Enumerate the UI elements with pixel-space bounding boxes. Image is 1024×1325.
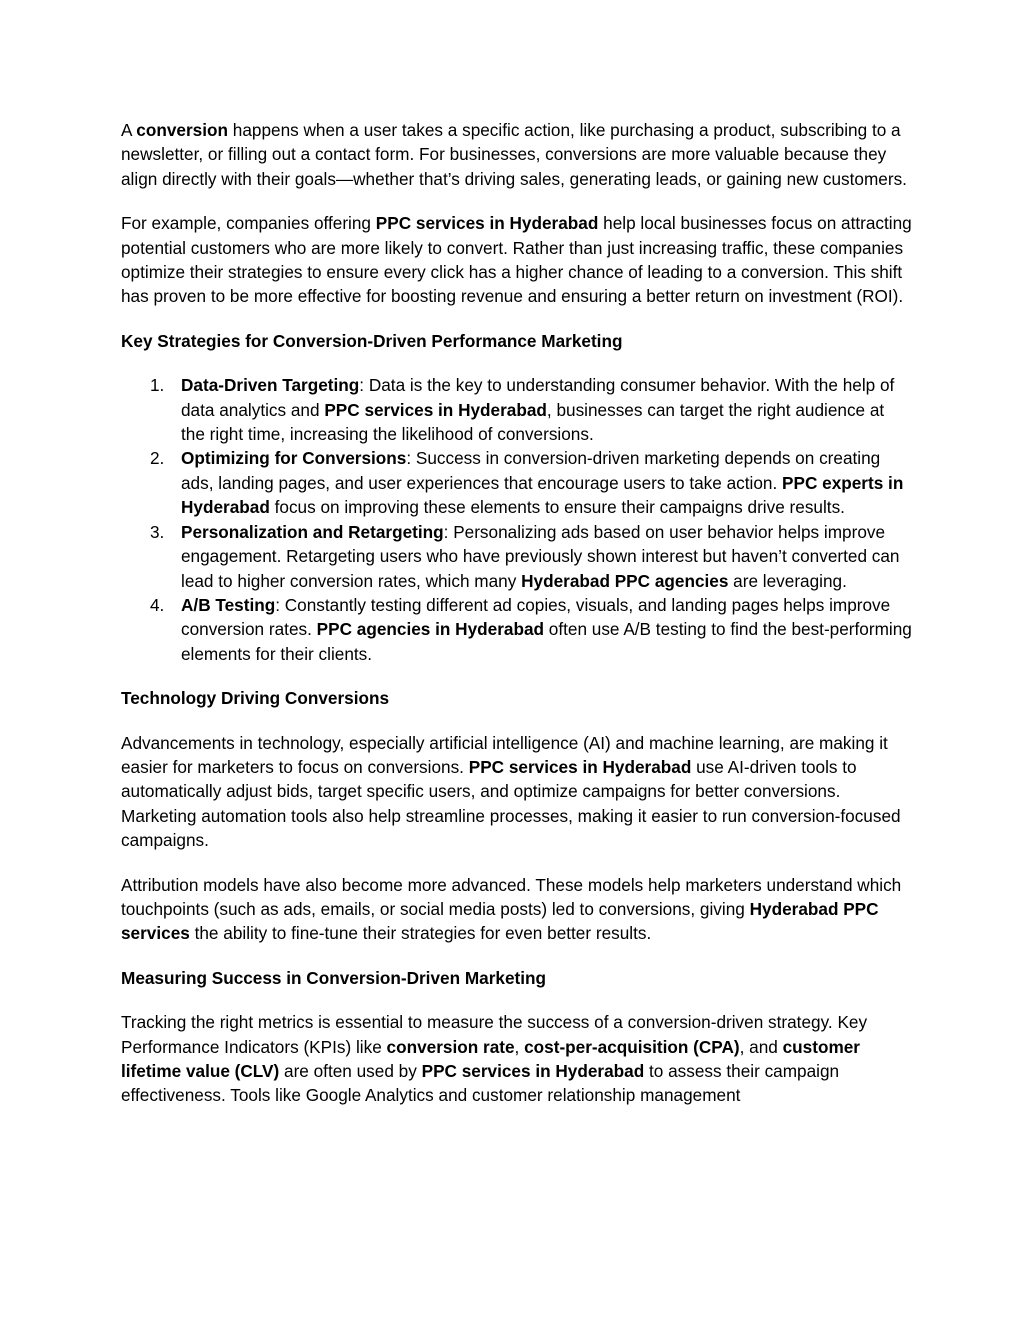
text: to assess their campaign effectiveness. Tools like Google Analytics and customer relationship management: [121, 1061, 840, 1106]
list-number: 1.: [150, 375, 165, 396]
text: , and: [739, 1036, 783, 1057]
bold-term: cost-per-acquisition (CPA): [524, 1036, 740, 1057]
bold-term: PPC services in Hyderabad: [324, 399, 547, 420]
text: Tracking the right metrics is essential to measure the success of a conversion-driven strategy. Key Performance Indicators (KPIs) like: [121, 1012, 868, 1057]
paragraph-attribution: [121, 873, 912, 946]
text: ,: [514, 1036, 525, 1057]
list-item-title: Optimizing for Conversions: [181, 448, 407, 469]
paragraph-technology: [121, 731, 912, 853]
paragraph-example: [121, 211, 912, 309]
list-item: [121, 593, 912, 666]
text: , businesses can target the right audience at the right time, increasing the likelihood of conversions.: [181, 399, 885, 445]
strategies-list: [121, 373, 912, 666]
text: use AI-driven tools to automatically adjust bids, target specific users, and optimize campaigns for better conversions. Marketing automation tools also help streamline processes, making it easier to run conversion-focused campaigns.: [121, 756, 901, 851]
list-item-title: A/B Testing: [181, 594, 276, 615]
text: Advancements in technology, especially artificial intelligence (AI) and machine learning, are making it easier for marketers to focus on conversions.: [121, 732, 888, 777]
heading-key-strategies: Key Strategies for Conversion-Driven Performance Marketing: [121, 330, 623, 351]
text: A: [121, 120, 137, 140]
text: are leveraging.: [728, 570, 847, 591]
bold-term: PPC services in Hyderabad: [375, 213, 599, 234]
bold-term: PPC experts in Hyderabad: [181, 472, 904, 518]
text: focus on improving these elements to ensure their campaigns drive results.: [269, 497, 845, 518]
text: For example, companies offering: [121, 213, 376, 234]
list-number: 4.: [150, 594, 165, 615]
text: : Data is the key to understanding consumer behavior. With the help of data analytics and: [181, 375, 895, 420]
list-number: 3.: [150, 521, 165, 542]
text: are often used by: [279, 1061, 422, 1081]
list-number: 2.: [150, 448, 165, 469]
bold-term: PPC services in Hyderabad: [468, 756, 692, 777]
bold-term: conversion: [136, 120, 228, 140]
bold-term: PPC agencies in Hyderabad: [316, 619, 544, 640]
list-item-title: Personalization and Retargeting: [181, 521, 444, 542]
heading-technology: Technology Driving Conversions: [121, 688, 390, 709]
list-item-title: Data-Driven Targeting: [181, 375, 360, 396]
text: often use A/B testing to find the best-performing elements for their clients.: [181, 619, 912, 664]
bold-term: Hyderabad PPC agencies: [521, 570, 729, 591]
heading-measuring-success: Measuring Success in Conversion-Driven Marketing: [121, 967, 547, 988]
text: : Personalizing ads based on user behavior helps improve engagement. Retargeting users who have previously shown interest but haven’t converted can lead to higher conversion rates, which many: [181, 521, 900, 591]
bold-term: conversion rate: [386, 1036, 515, 1057]
paragraph-conversion-definition: [121, 118, 912, 191]
text: : Success in conversion-driven marketing depends on creating ads, landing pages, and user experiences that encourage users to take action.: [181, 448, 881, 493]
paragraph-metrics: [121, 1010, 912, 1108]
bold-term: PPC services in Hyderabad: [421, 1061, 645, 1081]
text: happens when a user takes a specific action, like purchasing a product, subscribing to a newsletter, or filling out a contact form. For businesses, conversions are more valuable because they align directly with their goals—whether that’s driving sales, generating leads, or gaining new customers.: [121, 120, 907, 189]
bold-term: Hyderabad PPC services: [121, 898, 879, 944]
text: the ability to fine-tune their strategies for even better results.: [189, 923, 652, 944]
text: help local businesses focus on attracting potential customers who are more likely to convert. Rather than just increasing traffic, these companies optimize their strategies to ensure every click has a higher chance of leading to a conversion. This shift has proven to be more effective for boosting revenue and ensuring a better return on investment (ROI).: [121, 213, 912, 307]
bold-term: customer lifetime value (CLV): [121, 1036, 860, 1081]
text: : Constantly testing different ad copies, visuals, and landing pages helps improve conversion rates.: [181, 594, 891, 640]
list-item: [121, 373, 912, 446]
list-item: [121, 446, 912, 519]
text: Attribution models have also become more advanced. These models help marketers understand which touchpoints (such as ads, emails, or social media posts) led to conversions, giving: [121, 874, 902, 919]
list-item: [121, 520, 912, 593]
